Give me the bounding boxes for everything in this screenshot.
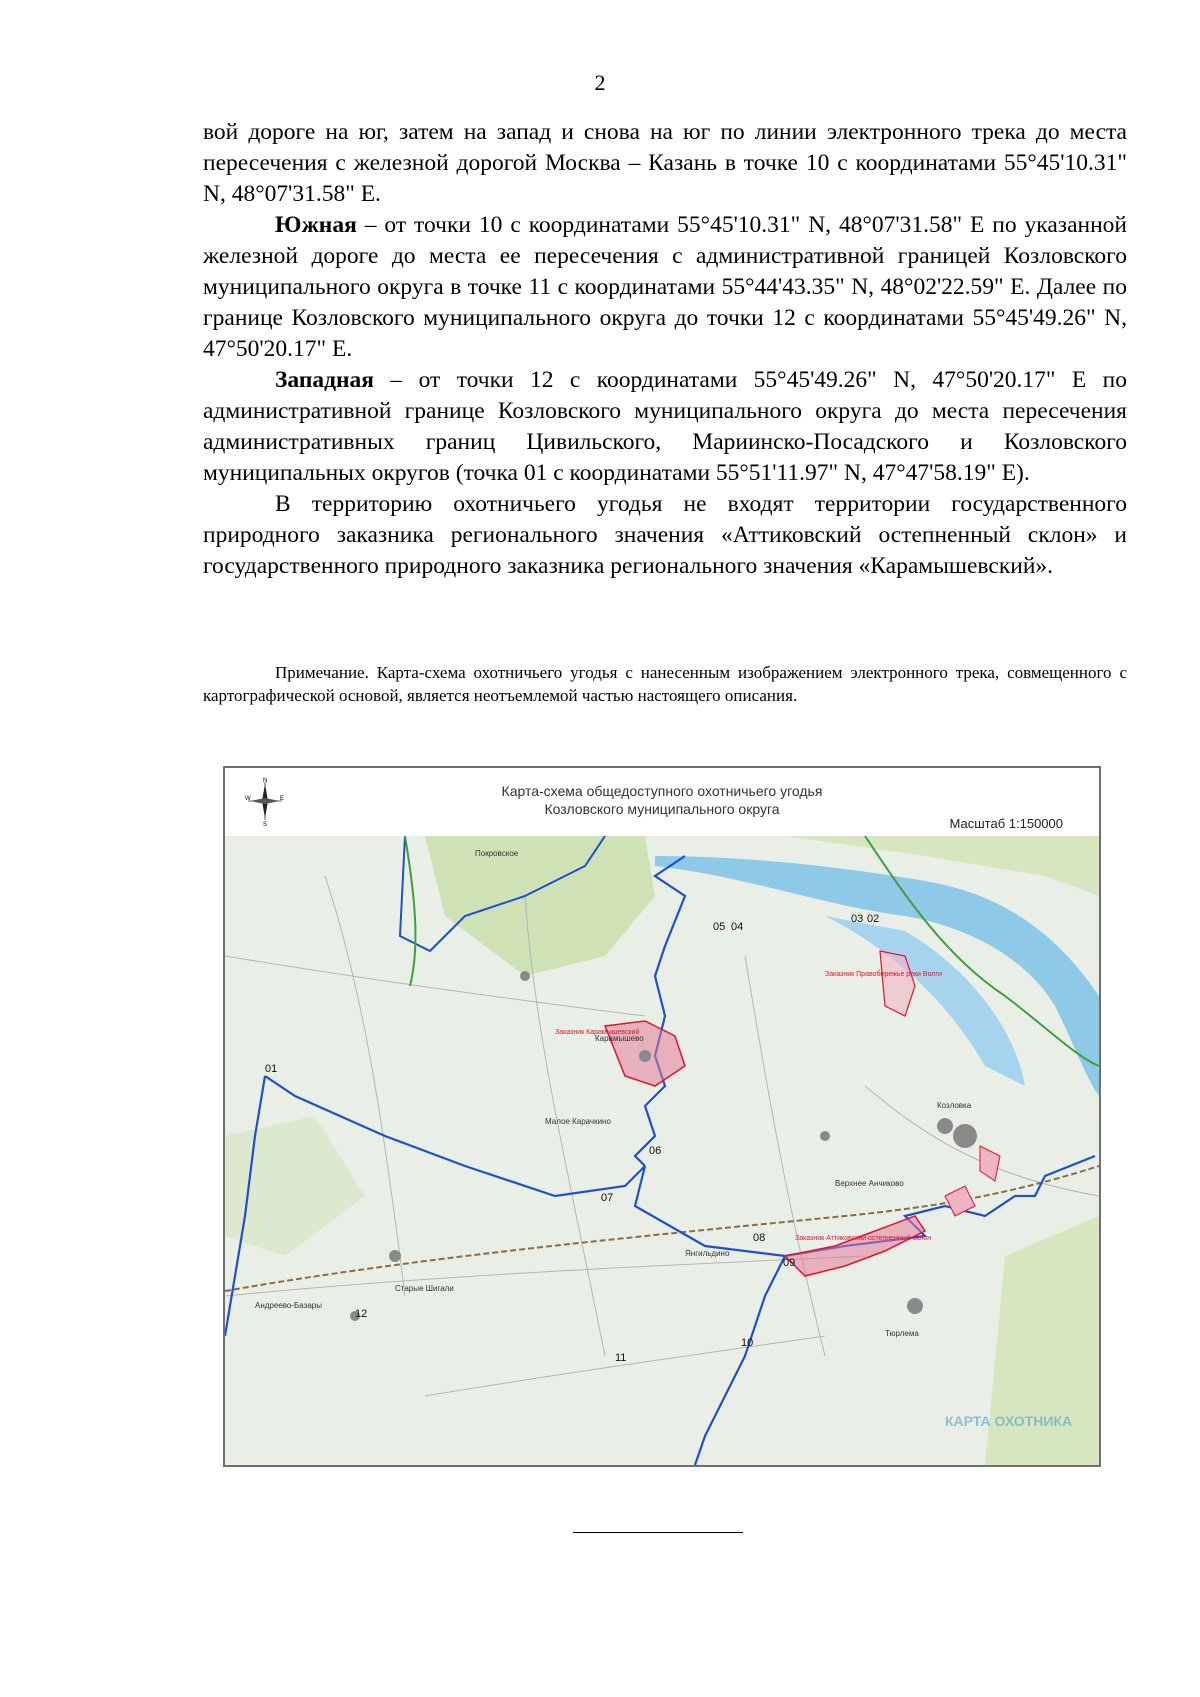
point-label-04: 04 <box>731 921 744 933</box>
place-label-5: Старые Шигали <box>395 1284 454 1293</box>
point-label-05: 05 <box>713 921 726 933</box>
description-text <box>203 117 1127 582</box>
compass-s: S <box>263 822 268 826</box>
map-canvas <box>225 836 1099 1465</box>
place-label-9: Янгильдино <box>685 1249 730 1258</box>
reserve-label-2: Заказник Аттиковский остепненный склон <box>795 1235 932 1242</box>
paragraph-west-text: – от точки 12 с координатами 55°45'49.26" N, 47°50'20.17" E по административной границе Козловского муниципального округа до места пересечения административных границ Цивильского, Мариинско-Посадского и Козловского муниципальных округов (точка 01 с координатами 55°51'11.97" N, 47°47'58.19" E). <box>203 367 1127 486</box>
paragraph-continuation: вой дороге на юг, затем на запад и снова на юг по линии электронного трека до места пересечения с железной дорогой Москва – Казань в точке 10 с координатами 55°45'10.31" N, 48°07'31.58" E. <box>203 119 1127 207</box>
place-label-2: Покровское <box>475 849 519 858</box>
point-label-07: 07 <box>601 1192 614 1204</box>
point-label-09: 09 <box>783 1257 796 1269</box>
point-label-11: 11 <box>615 1352 627 1364</box>
map-watermark: КАРТА ОХОТНИКА <box>945 1413 1073 1429</box>
compass-w: W <box>245 796 251 802</box>
place-label-7: Тюрлема <box>885 1329 919 1338</box>
compass-e: E <box>280 796 285 802</box>
note-text: Примечание. Карта-схема охотничьего угодья с нанесенным изображением электронного трека, совмещенного с картографической основой, является неотъемлемой частью настоящего описания. <box>203 663 1127 705</box>
heading-south: Южная <box>275 212 357 238</box>
point-label-01: 01 <box>265 1063 278 1075</box>
point-label-02: 02 <box>867 913 880 925</box>
paragraph-south <box>203 210 1127 365</box>
point-label-06: 06 <box>649 1145 662 1157</box>
place-label-4: Андреево-Базары <box>255 1301 322 1310</box>
map-figure <box>223 766 1101 1467</box>
place-label-6: Малое Карачкино <box>545 1117 611 1126</box>
place-label-1: Козловка <box>937 1101 972 1110</box>
map-title-line2: Козловского муниципального округа <box>544 801 780 817</box>
point-label-10: 10 <box>741 1337 754 1349</box>
point-label-03: 03 <box>851 913 864 925</box>
page-number: 2 <box>594 70 606 95</box>
reserve-label-1: Заказник Правобережье реки Волги <box>825 971 942 978</box>
place-label-3: Верхнее Анчиково <box>835 1179 904 1188</box>
footer-rule <box>573 1532 743 1533</box>
paragraph-south-text: – от точки 10 с координатами 55°45'10.31" N, 48°07'31.58" E по указанной железной дороге до места ее пересечения с административной границей Козловского муниципального округа в точке 11 с координатами 55°44'43.35" N, 48°02'22.59" E. Далее по границе Козловского муниципального округа до точки 12 с координатами 55°45'49.26" N, 47°50'20.17" E. <box>203 212 1127 362</box>
map-title-line1: Карта-схема общедоступного охотничьего угодья <box>501 783 823 799</box>
place-label-8: Карамышево <box>595 1034 644 1043</box>
reserve-label-3: Заказник Карамышевский <box>555 1029 640 1036</box>
compass-n: N <box>263 778 268 784</box>
paragraph-exclusions: В территорию охотничьего угодья не входят территории государственного природного заказника регионального значения «Аттиковский остепненный склон» и государственного природного заказника регионального значения «Карамышевский». <box>203 491 1127 579</box>
heading-west: Западная <box>275 367 375 393</box>
point-label-12: 12 <box>355 1308 368 1320</box>
map-scale: Масштаб 1:150000 <box>949 816 1063 831</box>
map-title <box>225 782 1099 818</box>
paragraph-west <box>203 365 1127 489</box>
point-label-08: 08 <box>753 1232 766 1244</box>
map-svg <box>225 836 1099 1465</box>
